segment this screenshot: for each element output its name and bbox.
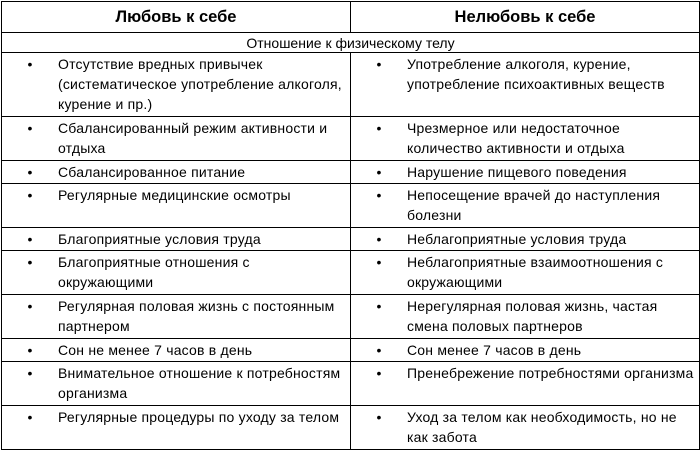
table-row <box>2 53 700 117</box>
bullet-icon: • <box>376 187 382 203</box>
left-cell <box>2 251 351 295</box>
right-cell-text: Нерегулярная половая жизнь, частая смена половых партнеров <box>407 298 658 334</box>
left-cell <box>2 406 351 450</box>
bullet-icon: • <box>27 56 33 72</box>
bullet-icon: • <box>376 342 382 358</box>
bullet-icon: • <box>376 120 382 136</box>
left-cell <box>2 53 351 117</box>
table-row <box>2 339 700 362</box>
right-cell <box>351 161 700 184</box>
right-cell <box>351 251 700 295</box>
right-cell <box>351 117 700 161</box>
bullet-icon: • <box>376 164 382 180</box>
left-cell-text: Регулярные медицинские осмотры <box>58 187 291 203</box>
bullet-icon: • <box>27 231 33 247</box>
bullet-icon: • <box>376 365 382 381</box>
bullet-icon: • <box>27 164 33 180</box>
bullet-icon: • <box>27 254 33 270</box>
left-cell-text: Сон не менее 7 часов в день <box>58 342 253 358</box>
bullet-icon: • <box>27 409 33 425</box>
right-cell-text: Неблагоприятные условия труда <box>407 231 627 247</box>
table-row <box>2 228 700 251</box>
left-cell <box>2 228 351 251</box>
right-cell-text: Употребление алкоголя, курение, употребление психоактивных веществ <box>407 56 665 92</box>
table-row <box>2 251 700 295</box>
table-row <box>2 117 700 161</box>
right-cell <box>351 406 700 450</box>
table-row <box>2 362 700 406</box>
left-cell-text: Внимательное отношение к потребностям организма <box>58 365 341 401</box>
right-cell <box>351 228 700 251</box>
bullet-icon: • <box>27 298 33 314</box>
right-cell-text: Уход за телом как необходимость, но не как забота <box>407 409 677 445</box>
bullet-icon: • <box>27 120 33 136</box>
left-cell-text: Благоприятные условия труда <box>58 231 261 247</box>
bullet-icon: • <box>27 365 33 381</box>
bullet-icon: • <box>376 409 382 425</box>
bullet-icon: • <box>376 254 382 270</box>
bullet-icon: • <box>376 56 382 72</box>
bullet-icon: • <box>376 298 382 314</box>
right-cell-text: Нарушение пищевого поведения <box>407 164 627 180</box>
left-cell-text: Сбалансированный режим активности и отдыха <box>58 120 328 156</box>
section-row <box>2 33 700 53</box>
right-cell-text: Пренебрежение потребностями организма <box>407 365 694 381</box>
right-cell <box>351 362 700 406</box>
right-cell-text: Неблагоприятные взаимоотношения с окружающими <box>407 254 664 290</box>
right-cell <box>351 339 700 362</box>
left-cell <box>2 362 351 406</box>
header-self-love: Любовь к себе <box>2 2 351 33</box>
right-cell-text: Сон менее 7 часов в день <box>407 342 582 358</box>
header-row <box>2 2 700 33</box>
right-cell <box>351 53 700 117</box>
table-row <box>2 406 700 450</box>
section-title: Отношение к физическому телу <box>2 33 700 53</box>
table-row <box>2 184 700 228</box>
header-self-dislike: Нелюбовь к себе <box>351 2 700 33</box>
left-cell-text: Регулярная половая жизнь с постоянным партнером <box>58 298 335 334</box>
left-cell <box>2 295 351 339</box>
bullet-icon: • <box>27 187 33 203</box>
left-cell-text: Отсутствие вредных привычек (систематическое употребление алкоголя, курение и пр.) <box>58 56 342 112</box>
right-cell <box>351 295 700 339</box>
table-row <box>2 161 700 184</box>
right-cell <box>351 184 700 228</box>
left-cell <box>2 161 351 184</box>
left-cell <box>2 184 351 228</box>
bullet-icon: • <box>27 342 33 358</box>
left-cell-text: Регулярные процедуры по уходу за телом <box>58 409 340 425</box>
left-cell <box>2 339 351 362</box>
table-row <box>2 295 700 339</box>
right-cell-text: Чрезмерное или недостаточное количество активности и отдыха <box>407 120 625 156</box>
bullet-icon: • <box>376 231 382 247</box>
left-cell-text: Сбалансированное питание <box>58 164 246 180</box>
right-cell-text: Непосещение врачей до наступления болезни <box>407 187 661 223</box>
left-cell-text: Благоприятные отношения с окружающими <box>58 254 250 290</box>
left-cell <box>2 117 351 161</box>
comparison-table <box>1 1 700 450</box>
